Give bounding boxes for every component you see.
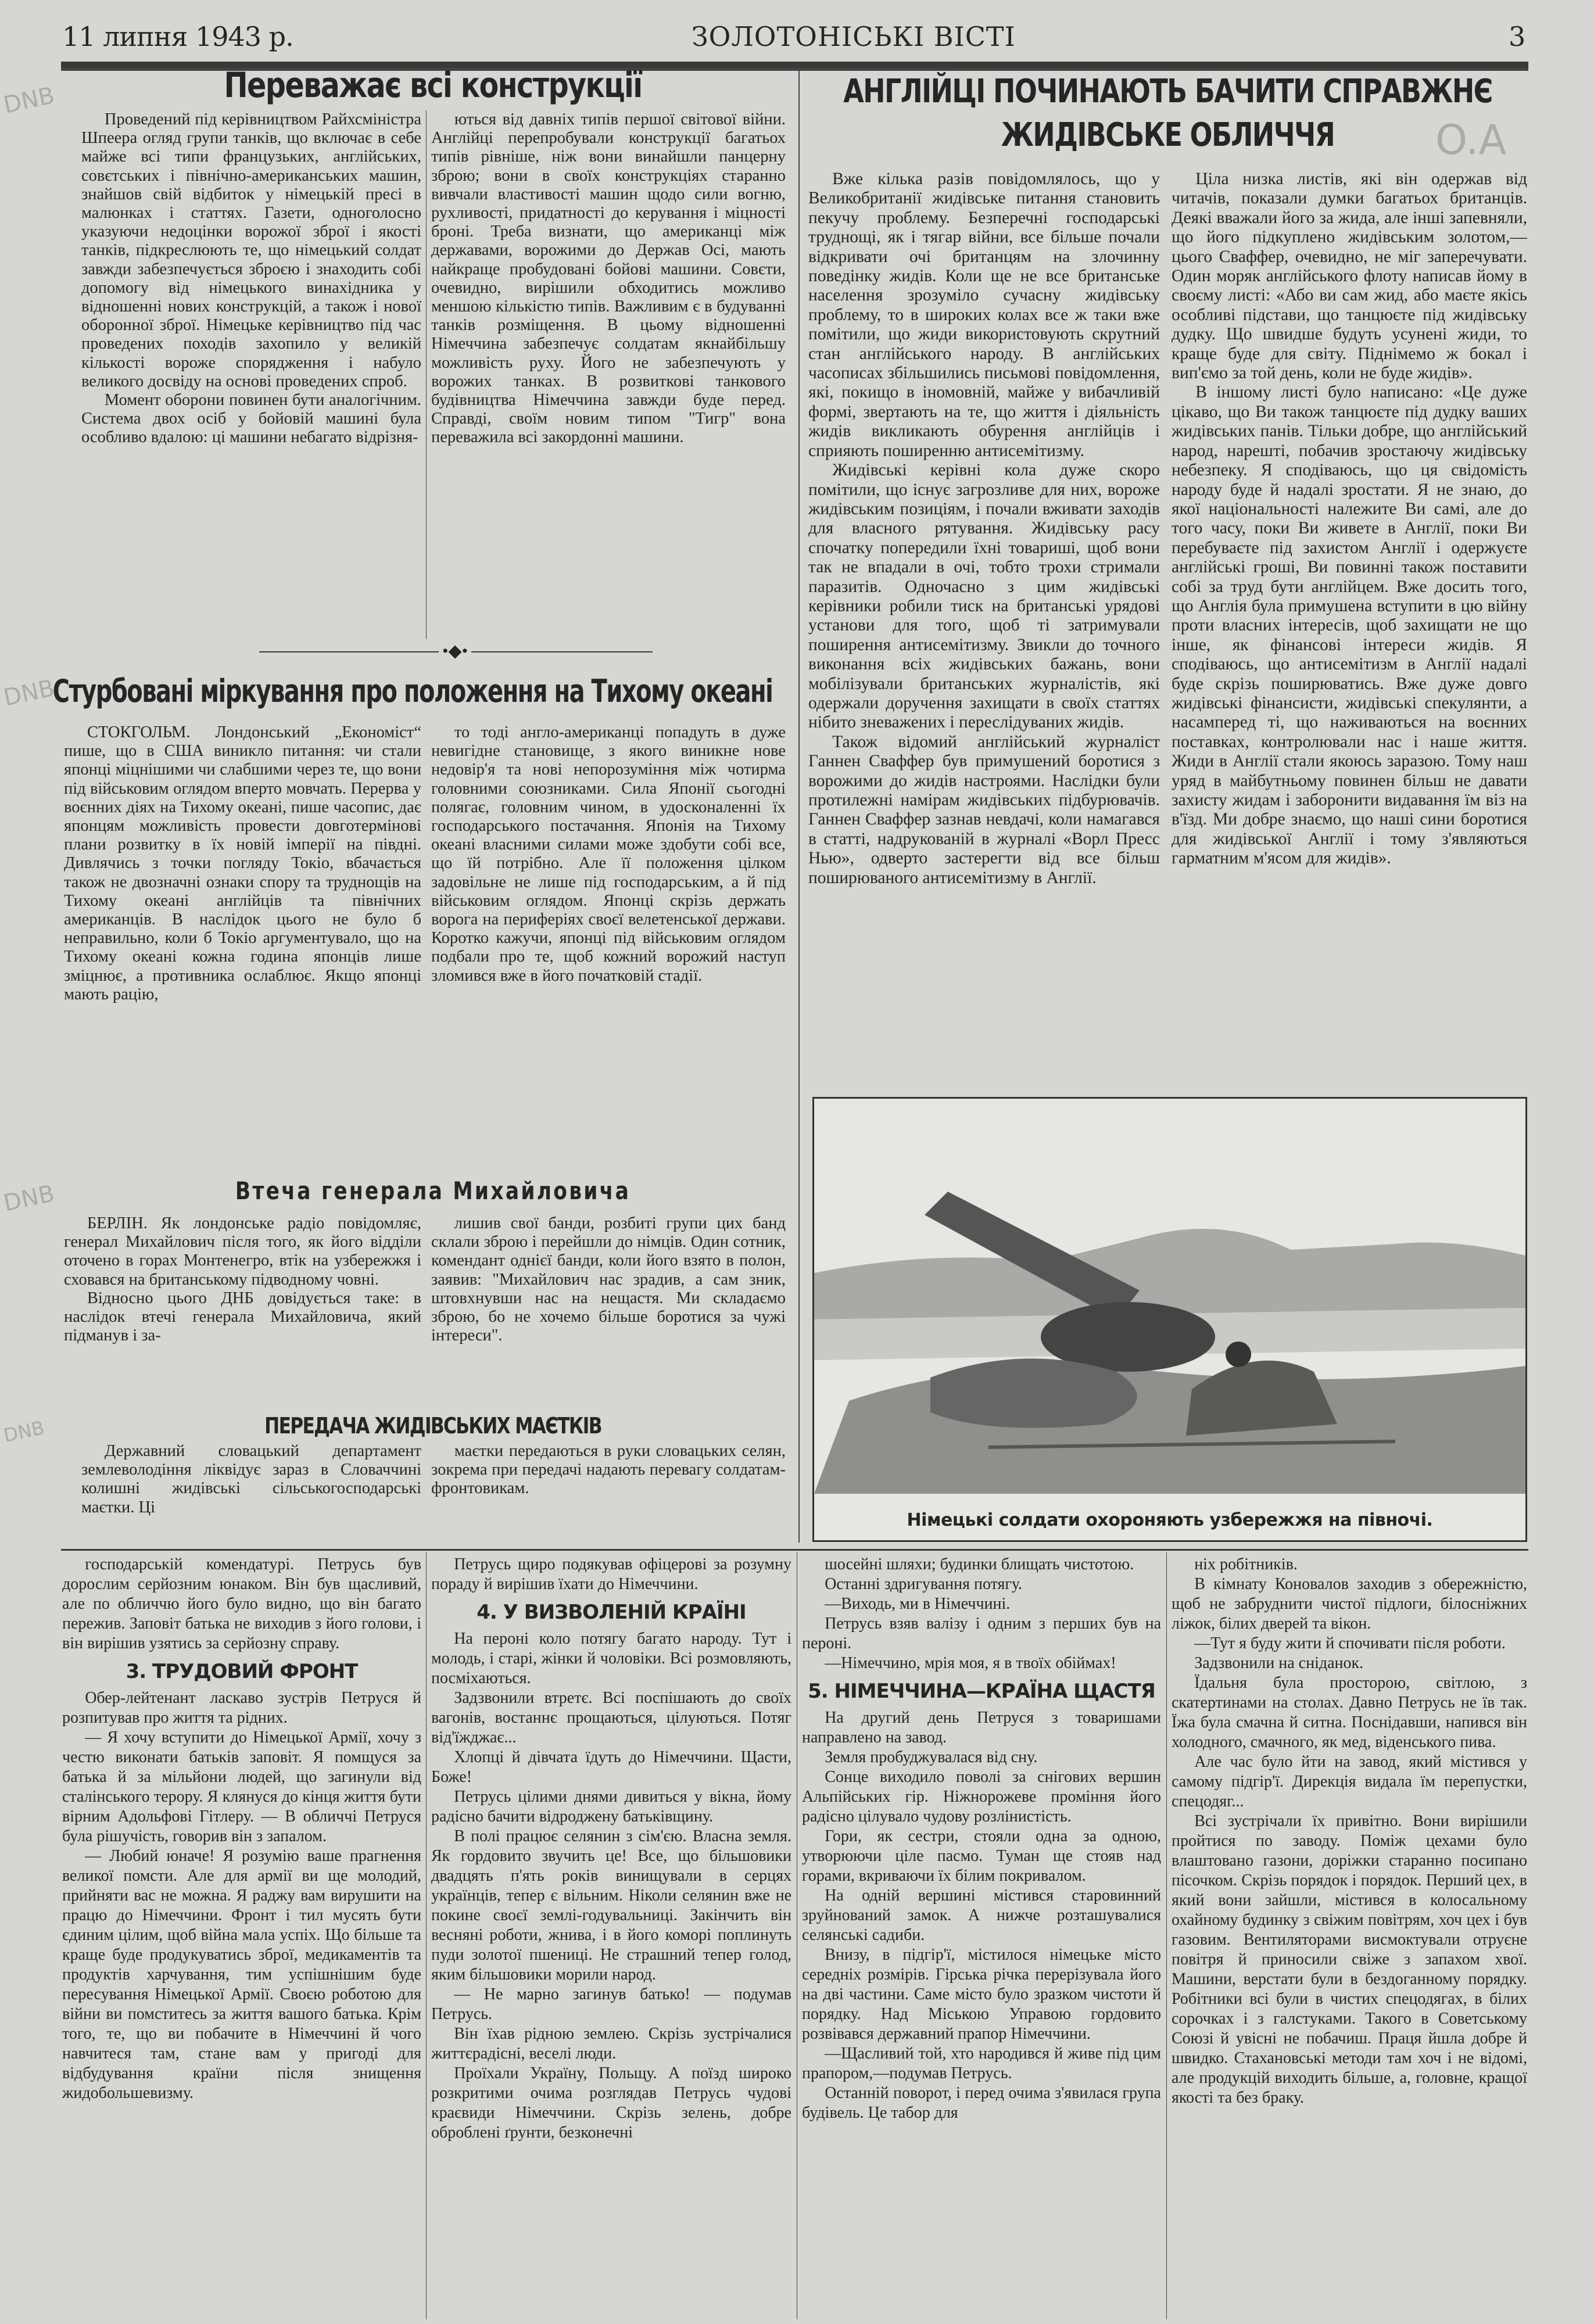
article-column — [64, 1214, 421, 1412]
article-title-estates: ПЕРЕДАЧА ЖИДІВСЬКИХ МАЄТКІВ — [264, 1413, 601, 1439]
article-column — [431, 1214, 786, 1412]
article-column — [81, 110, 421, 639]
archive-stamp: O.A — [1435, 116, 1507, 164]
issue-date: 11 липня 1943 р. — [62, 21, 293, 52]
paragraph: Державний словацький департамент землеволодіння ліквідує зараз в Словаччині колишні жидівські сільськогосподарські маєтки. Ці — [81, 1442, 421, 1516]
story-column — [802, 1555, 1161, 2321]
paragraph: Він їхав рідною землею. Скрізь зустрічалися життєрадісні, веселі люди. — [431, 2025, 791, 2063]
paragraph: Задзвонили втретє. Всі поспішають до своїх вагонів, востаннє прощаються, цілуються. Потяг від'їжджає... — [431, 1689, 791, 1746]
paragraph: В кімнату Коновалов заходив з обережністю, щоб не забруднити чистої підлоги, білосніжних ліжок, білих дверей та вікон. — [1172, 1575, 1527, 1633]
article-title-tanks: Переважає всі конструкції — [224, 65, 642, 106]
article-title-pacific: Стурбовані міркування про положення на Тихому океані — [52, 673, 773, 709]
coastal-gun-illustration — [814, 1099, 1525, 1494]
article-column — [81, 1442, 421, 1538]
news-photo — [812, 1097, 1527, 1542]
column-divider — [1166, 1552, 1167, 2319]
article-column — [431, 723, 786, 1150]
paragraph: —Німеччино, мрія моя, я в твоїх обіймах! — [825, 1654, 1116, 1672]
paragraph: Останній поворот, і перед очима з'явилася група будівель. Це табор для — [802, 2084, 1161, 2122]
paragraph: Проїхали Україну, Польщу. А поїзд широко розкритими очима розглядав Петрусь чудові краєвиди Німеччини. Скрізь зелень, добре оброблені ґрунти, безконечні — [431, 2064, 791, 2142]
section-heading: 3. ТРУДОВИЙ ФРОНТ — [126, 1660, 358, 1683]
paragraph: На другий день Петруся з товаришами направлено на завод. — [802, 1709, 1161, 1746]
paragraph: Внизу, в підгір'ї, містилося німецьке місто середніх розмірів. Гірська річка перерізувала його на дві частини. Саме місто було зразком чистоти й порядку. Над Міською Управою гордовито розвівався державний прапор Німеччини. — [802, 1946, 1161, 2043]
column-divider — [798, 70, 800, 1543]
paragraph: В іншому листі було написано: «Це дуже цікаво, що Ви також танцюєте під дудку ваших жидівських панів. Тільки добре, що англійський народ, нарешті, побачив зростаючу жидівську небезпеку. Я сподіваюсь, що ця свідомість народу буде й надалі зростати. Я не знаю, до якої національності належите Ви самі, але до того часу, поки Ви живете в Англії, поки Ви перебуваєте під захистом Англії і одержуєте англійські гроші, Ви повинні також поставити собі за труд бути англійцем. Вже досить того, що Англія була примушена вступити в цю війну проти власних інтересів, щоб захищати не що інше, як фінансові інтереси жидів. Я сподіваюсь, що антисемітизм в Англії надалі буде скрізь поширюватись. Вже дуже довго жидівські фінансисти, жидівські спекулянти, а насамперед ті, що наживаються на воєнних поставках, контролювали нас і наше життя. Жиди в Англії стали якоюсь заразою. Тому наш уряд в майбутньому повинен більш не давати захисту жидам і заборонити видавання їм віз на в'їзд. Ми добре знаємо, що наші сини боротися для жидівської Англії і тому з'являються гарматним м'ясом для жидів». — [1172, 383, 1527, 868]
paragraph: БЕРЛІН. Як лондонське радіо повідомляє, генерал Михайлович після того, як його відділи оточено в горах Монтенегро, втік на узбережжя і сховався на британському підводному човні. — [64, 1214, 421, 1289]
paragraph: Обер-лейтенант ласкаво зустрів Петруся й розпитував про життя та рідних. — [62, 1689, 421, 1727]
article-title-english-line2: ЖИДІВСЬКЕ ОБЛИЧЧЯ — [1001, 116, 1335, 154]
paragraph: ніх робітників. — [1194, 1555, 1298, 1573]
section-rule — [61, 1549, 1528, 1551]
paragraph: — Не марно загинув батько! — подумав Петрусь. — [431, 1985, 791, 2023]
paragraph: Всі зустрічали їх привітно. Вони вирішили пройтися по заводу. Поміж цехами було влаштовано газони, доріжки старанно посипано пісочком. Скрізь порядок і порядок. Перший цех, в який вони зайшли, містився в колосальному охайному будинку з свіжим повітрям, хоч цех і був газовим. Вентиляторами висмоктували отруєне повітря й приносили свіже з запахом хвої. Машини, верстати були в бездоганному порядку. Робітники всі були в чистих спецодягах, в білих сорочках і з галстуками. Такого в Советському Союзі й увісні не побачиш. Праця йшла добре й швидко. Стахановські методи там хоч і не відомі, але продукцій виходить більше, а, головне, кращої якості та без браку. — [1172, 1812, 1527, 2107]
dnb-stamp: DNB — [1, 1416, 46, 1447]
paragraph: Їдальня була просторою, світлою, з скатертинами на столах. Давно Петрусь не їв так. Їжа була смачна й ситна. Поснідавши, напився він холодного, смачного, як мед, віденського пива. — [1172, 1674, 1527, 1751]
article-title-english-line1: АНГЛІЙЦІ ПОЧИНАЮТЬ БАЧИТИ СПРАВЖНЄ — [843, 73, 1492, 110]
ornament-icon: •◆• — [439, 641, 471, 661]
paragraph: маєтки передаються в руки словацьких селян, зокрема при передачі надають перевагу солдатам-фронтовикам. — [431, 1442, 786, 1498]
paragraph: Задзвонили на сніданок. — [1194, 1654, 1364, 1672]
paragraph: —Тут я буду жити й спочивати після роботи. — [1194, 1634, 1506, 1652]
article-column — [808, 170, 1160, 1073]
column-divider — [426, 1552, 427, 2319]
paragraph: Ціла низка листів, які він одержав від читачів, показали думки багатьох британців. Деякі вважали його за жида, але інші запевняли, що його підкуплено жидівським золотом,—цього Сваффер, очевидно, не міг заперечувати. Один моряк англійського флоту написав йому в своєму листі: «Або ви сам жид, або маєте якісь особливі підстави, що танцюєте під жидівську дудку. Що швидше будуть усунені жиди, то краще буде для світу. Піднімемо ж бокал і вип'ємо за той день, коли не буде жидів». — [1172, 170, 1527, 383]
paragraph: Також відомий англійський журналіст Ганнен Сваффер був примушений боротися з ворожими до жидів настроями. Наслідки були протилежні намірам жидівських підбурювачів. Ганнен Сваффер зазнав невдачі, коли намагався в статті, надрукованій в журналі «Ворл Пресс Нью», одверто застерегти від все більш поширюваного антисемітизму в Англії. — [808, 732, 1160, 887]
paragraph: Жидівські керівні кола дуже скоро помітили, що існує загрозливе для них, вороже жидівським позиціям, і почали вживати заходів для власного рятування. Жидівську расу спочатку попередили їхні товариші, щоб вони так не впадали в очі, тобто трохи стримали паразитів. Одночасно з цим жидівські керівники робили тиск на британські урядові установи для того, щоб ті затримували поширення антисемітизму. Звикли до точного виконання всіх жидівських бажань, вони мобілізували британських журналістів, які одержали доручення захищати в своїх статтях нібито зневажених і переслідуваних жидів. — [808, 461, 1160, 732]
paragraph: Гори, як сестри, стояли одна за одною, утворюючи ціле пасмо. Туман ще стояв над горами, вкриваючи їх білим покривалом. — [802, 1827, 1161, 1885]
paragraph: —Виходь, ми в Німеччині. — [825, 1595, 1011, 1613]
paragraph: Але час було йти на завод, який містився у самому підгір'ї. Дирекція видала їм перепустки, спецодяг... — [1172, 1753, 1527, 1810]
paragraph: Петрусь взяв валізу і одним з перших був на пероні. — [802, 1615, 1161, 1652]
paragraph: Проведений під керівництвом Райхсміністра Шпеера огляд групи танків, що включає в себе майже всі типи французьких, англійських, совєтських і північно-американських машин, знайшов свій відбиток у німецькій пресі в малюнках і статтях. Газети, одноголосно указуючи недоцінки ворожої зброї і якості танків, підкреслюють те, що німецький солдат завжди забезпечується зброєю і знаходить собі допомогу від німецького винахідника у відношенні нових конструкцій, а також і нової оборонної зброї. Німецьке керівництво під час проведених походів захопило у великій кількості вороже спорядження і набуло великого досвіду на основі проведених спроб. — [81, 110, 421, 390]
paragraph: — Любий юначе! Я розумію ваше прагнення великої помсти. Але для армії ви ще молодий, прийняти вас не можна. Я раджу вам вирушити на працю до Німеччини. Фронт і тил мусять бути єдиним цілим, щоб війна мала успіх. Що більше та краще буде продукуватись зброї, медикаментів та продуктів харчування, тим успішнішим буде пересування Німецької Армії. Своєю роботою для війни ви помститесь за життя вашого батька. Крім того, те, що ви побачите в Німеччині й чого навчитеся там, стане вам у пригоді для відбудування країни після знищення жидобольшевизму. — [62, 1847, 421, 2102]
paragraph: Сонце виходило поволі за снігових вершин Альпійських гір. Ніжнорожеве проміння його радісно цілувало чудову розлінистість. — [802, 1768, 1161, 1826]
paragraph: шосейні шляхи; будинки блищать чистотою. — [825, 1555, 1134, 1573]
paragraph: На одній вершині містився старовинний зруйнований замок. А нижче розташувалися селянські садиби. — [802, 1887, 1161, 1944]
paragraph: Петрусь щиро подякував офіцерові за розумну пораду й вирішив їхати до Німеччини. — [431, 1555, 791, 1593]
paragraph: Вже кілька разів повідомлялось, що у Великобританії жидівське питання становить пекучу проблему. Безперечні господарські труднощі, як і тягар війни, все більше почали відкривати очі британцям на злочинну поведінку жидів. Коли ще не все британське населення зрозуміло сучасну жидівську проблему, то в широких колах все ж таки вже помітили, що жиди використовують скрутний стан англійського народу. В англійських часописах збільшились письмові повідомлення, які, покищо в іномовній, майже у вибачливій формі, звертають на те, що життя і діяльність жидів викликають обурення англійців і сприяють поширенню антисемітизму. — [808, 170, 1160, 460]
dnb-stamp: DNB — [1, 675, 57, 712]
paragraph: Момент оборони повинен бути аналогічним. Система двох осіб у бойовій машині була особливо вдалою: ці машини небагато відрізня- — [81, 391, 421, 447]
section-heading: 4. У ВИЗВОЛЕНІЙ КРАЇНІ — [477, 1601, 746, 1624]
paragraph: На пероні коло потягу багато народу. Тут і молодь, і старі, жінки й чоловіки. Всі розмовляють, посміхаються. — [431, 1630, 791, 1687]
paragraph: Останні здригування потягу. — [825, 1575, 1023, 1593]
paragraph: Хлопці й дівчата їдуть до Німеччини. Щасти, Боже! — [431, 1748, 791, 1786]
paragraph: Земля пробуджувалася від сну. — [825, 1748, 1038, 1766]
page-number: 3 — [1509, 21, 1525, 52]
paragraph: Петрусь цілими днями дивиться у вікна, йому радісно бачити відроджену батьківщину. — [431, 1788, 791, 1826]
article-column — [64, 723, 421, 1150]
story-column — [62, 1555, 421, 2321]
article-column — [431, 1442, 786, 1538]
article-column — [431, 110, 786, 639]
paragraph: лишив свої банди, розбиті групи цих банд склали зброю і перейшли до німців. Один сотник, комендант однієї банди, коли його взято в полон, заявив: "Михайлович нас зрадив, а сам зник, штовхнувши нас на нещастя. Ми складаємо зброю, бо не хочемо більше боротися за чужі інтереси". — [431, 1214, 786, 1345]
newspaper-title: ЗОЛОТОНІСЬКІ ВІСТІ — [692, 21, 1016, 52]
paragraph: Відносно цього ДНБ довідується таке: в наслідок втечі генерала Михайловича, який підманув і за- — [64, 1289, 421, 1345]
paragraph: СТОКГОЛЬМ. Лондонський „Економіст“ пише, що в США виникло питання: чи стали японці міцнішими чи слабшими через те, що вони під військовим оглядом вперто мовчать. Перерва у воєнних діях на Тихому океані, пише часопис, дає японцям можливість провести довготермінові плани розвитку в їх новій імперії на півдні. Дивлячись з точки погляду Токіо, вбачається також не двозначні ознаки спору та труднощів на Тихому океані англійців та північних американців. В наслідок цього не було б неправильно, коли б Токіо аргументувало, що на Тихому океані кожна година японців лише зміцнює, а противника ослаблює. Якщо японці мають рацію, — [64, 723, 421, 1003]
paragraph: В полі працює селянин з сім'єю. Власна земля. Як гордовито звучить це! Все, що більшовики двадцять п'ять років винищували в серцях українців, тепер є вільним. Ніколи селянин вже не покине своєї землі-годувальниці. Закінчить він весняні роботи, жнива, і в його коморі поплинуть пуди золотої пшениці. Не страшний тепер голод, яким більшовики морили народ. — [431, 1827, 791, 1984]
paragraph: ються від давніх типів першої світової війни. Англійці перепробували конструкції багатьох типів рівніше, ніж вони винайшли панцерну зброю; вони в своїх конструкціях старанно вивчали властивості машин щодо сили вогню, рухливості, придатності до керування і міцності броні. Треба визнати, що американці між державами, ворожими до Держав Осі, мають найкраще пробудовані бойові машини. Совєти, очевидно, вирішили обходитись можливо меншою кількістю типів. Важливим є в будуванні танків розміщення. В цьому відношенні Німеччина забезпечує солдатам якнайбільшу можливість руху. Його не забезпечують у ворожих танках. В розвиткові танкового будівництва Німеччина завжди буде перед. Справді, своїм новим типом "Тигр" вона переважила всі закордонні машини. — [431, 110, 786, 447]
story-column — [1172, 1555, 1527, 2321]
photo-caption: Німецькі солдати охороняють узбережжя на півночі. — [907, 1510, 1433, 1530]
paragraph: господарській комендатурі. Петрусь був дорослим серйозним юнаком. Він був щасливий, але по обличчю його було видно, що він багато пережив. Заповіт батька не виходив з його голови, і він вирішив узятись за серйозну справу. — [62, 1555, 421, 1652]
paragraph: то тоді англо-американці попадуть в дуже невигідне становище, з якого виникне нове недовір'я та нові непорозуміння між чотирма головними союзниками. Сила Японії сьогодні полягає, головним чином, в удосконаленні їх господарського постачання. Японія на Тихому океані власними силами може здобути собі все, що їй потрібно. Але її положення цілком задовільне не лише під господарським, а й під військовим оглядом. Японці скрізь держать ворога на периферіях своєї велетенської держави. Коротко кажучи, японці під військовим оглядом подбали про те, щоб кожний ворожий наступ зломився вже в його початковій стадії. — [431, 723, 786, 985]
story-column — [431, 1555, 791, 2321]
paragraph: — Я хочу вступити до Німецької Армії, хочу з честю виконати батьків заповіт. Я помщуся за батька й за мільйони людей, що загинули від сталінського терору. Я клянуся до кінця життя бути вірним Адольфові Гітлеру. — В обличчі Петруся була рішучість, говорив він з запалом. — [62, 1728, 421, 1845]
dnb-stamp: DNB — [1, 82, 57, 119]
paragraph: —Щасливий той, хто народився й живе під цим прапором,—подумав Петрусь. — [802, 2045, 1161, 2082]
article-title-mikhailovich: Втеча генерала Михайловича — [235, 1177, 631, 1205]
dnb-stamp: DNB — [1, 1180, 57, 1217]
column-divider — [426, 110, 427, 639]
article-column — [1172, 170, 1527, 1073]
section-heading: 5. НІМЕЧЧИНА—КРАЇНА ЩАСТЯ — [808, 1680, 1155, 1703]
